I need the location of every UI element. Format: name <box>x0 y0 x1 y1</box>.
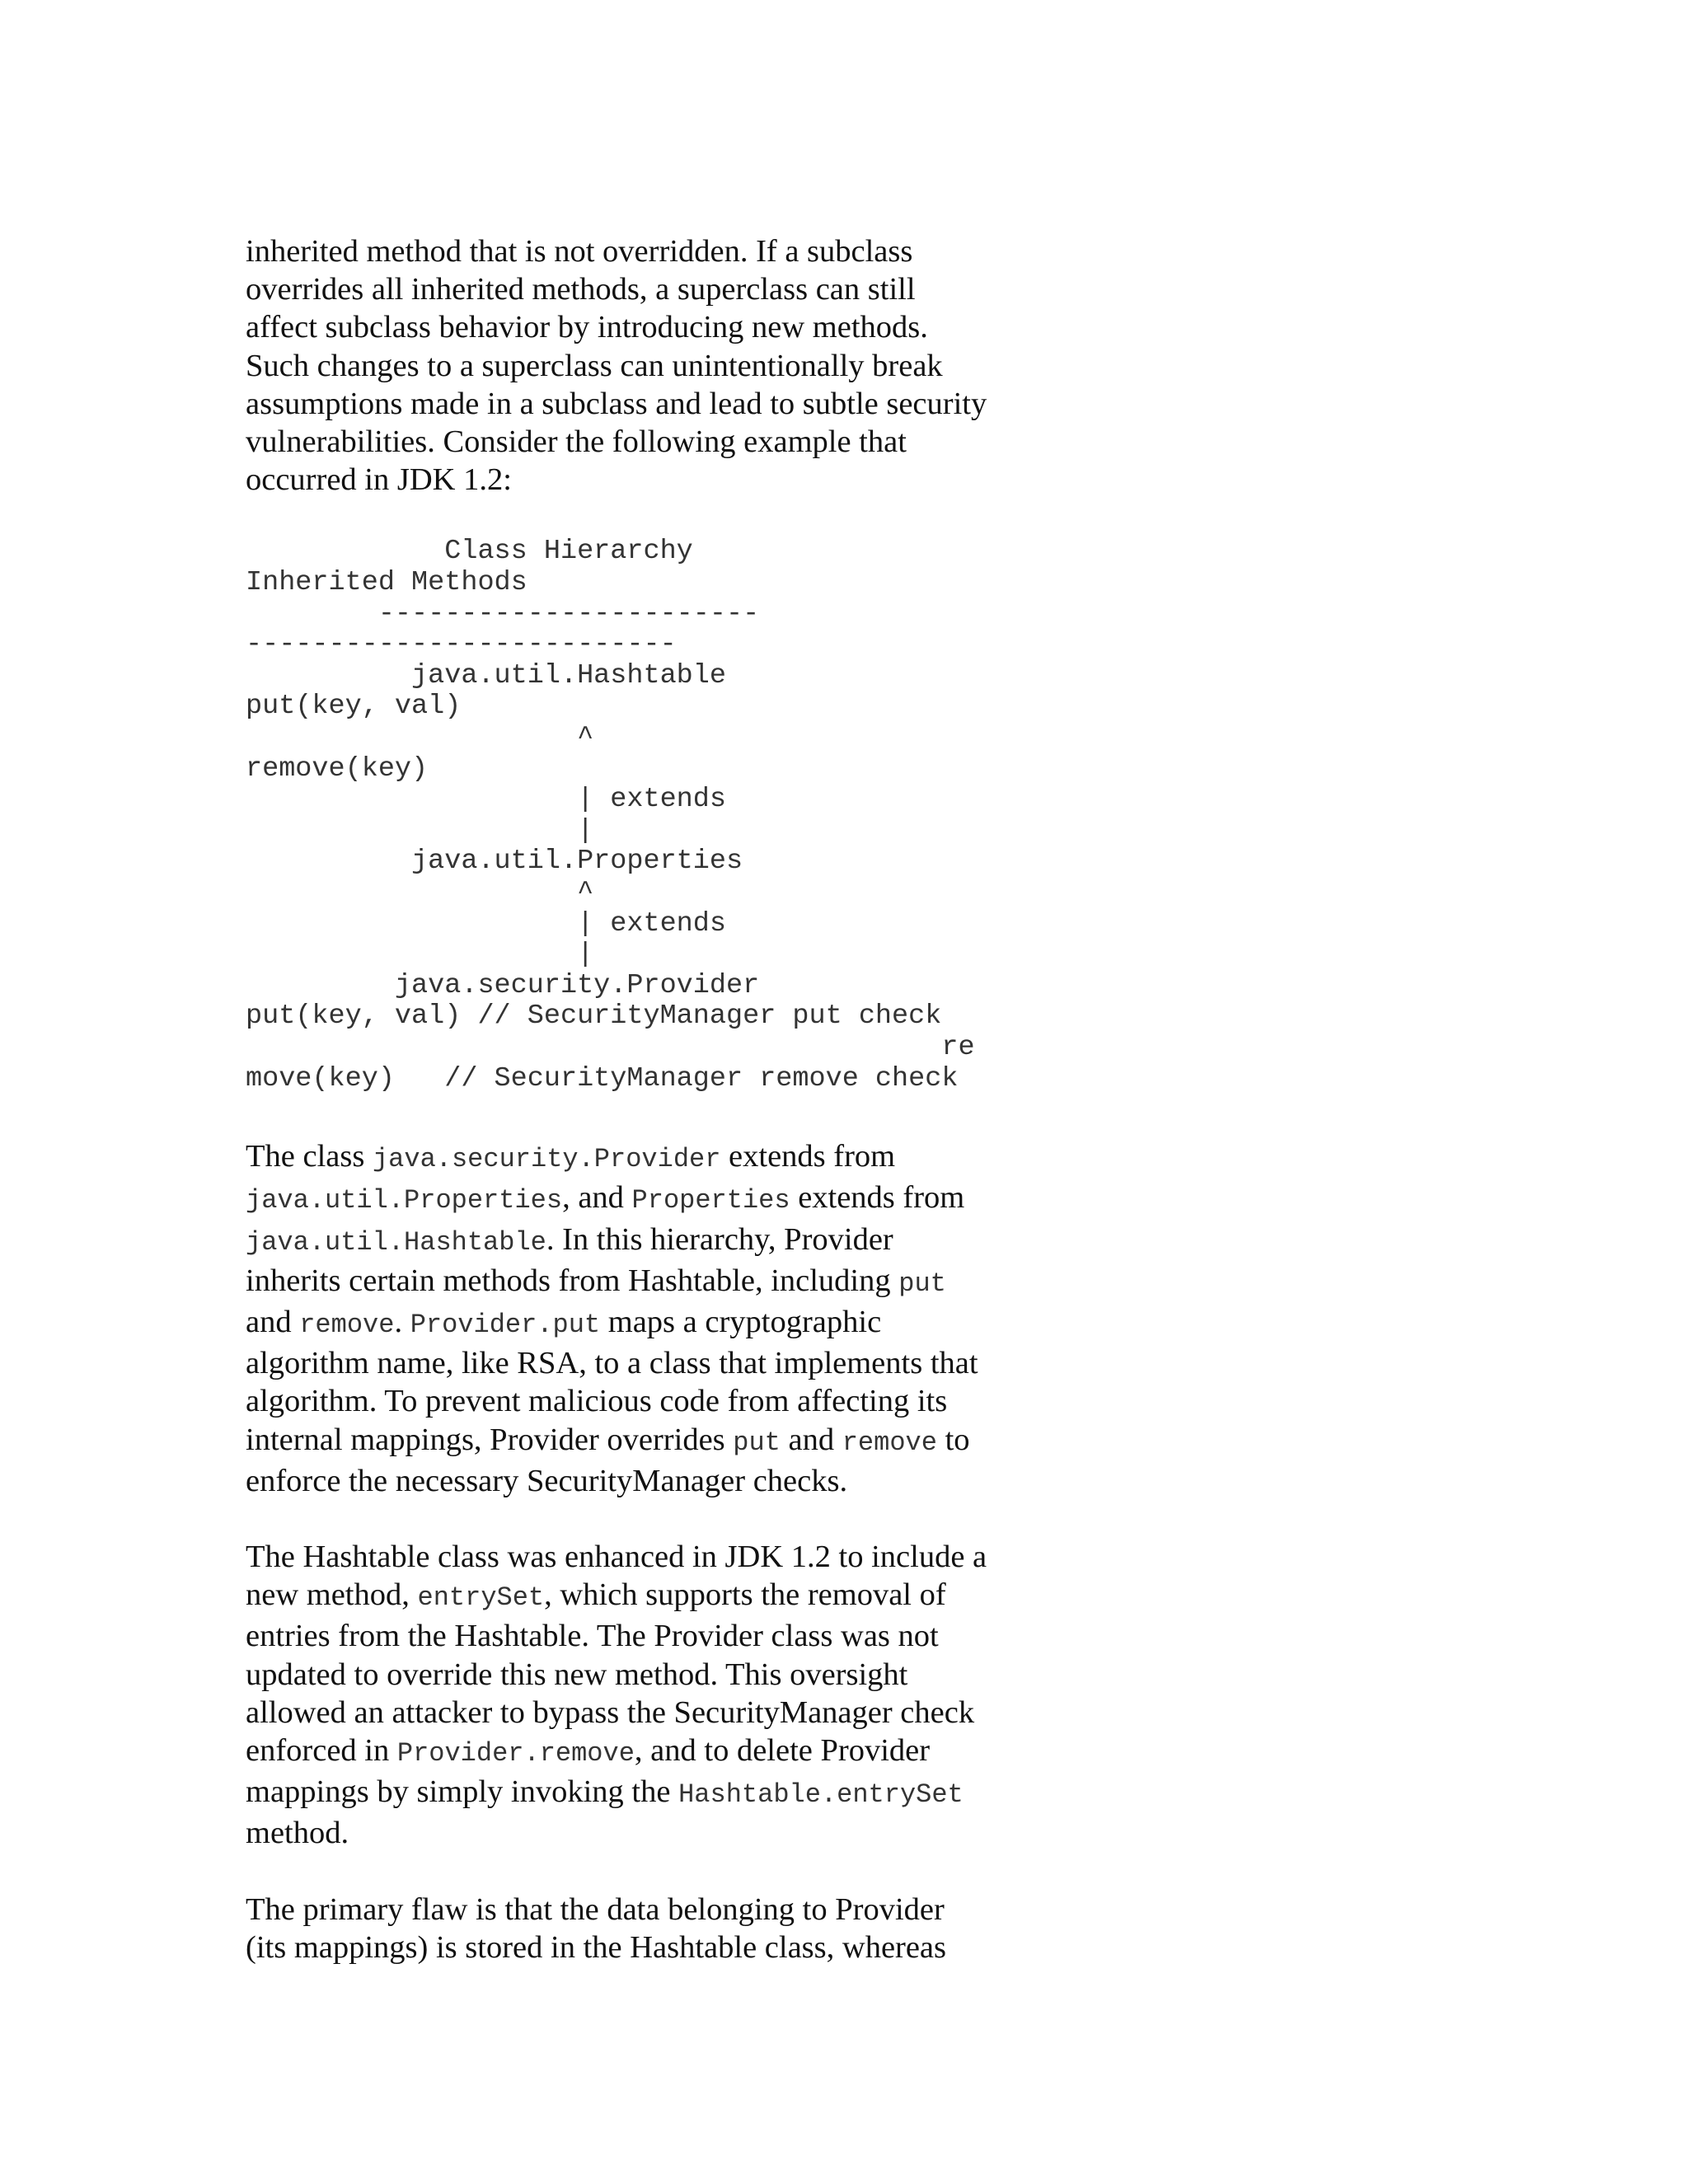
inline-code: java.util.Properties <box>246 1185 563 1216</box>
text-line: occurred in JDK 1.2: <box>246 462 512 498</box>
text-run: , and <box>562 1180 632 1216</box>
code-line: ^ <box>246 876 594 908</box>
document-page <box>246 232 1070 1966</box>
text-line: affect subclass behavior by introducing new methods. <box>246 310 928 345</box>
text-line: Such changes to a superclass can unintentionally break <box>246 348 943 383</box>
code-line: java.util.Hashtable <box>246 659 726 691</box>
text-run: and <box>780 1422 842 1457</box>
text-run: internal mappings, Provider overrides <box>246 1422 734 1457</box>
provider-paragraph <box>246 1137 1070 1500</box>
text-run: , and to delete Provider <box>634 1732 931 1768</box>
text-line <box>246 1262 1070 1303</box>
code-line: put(key, val) <box>246 691 462 723</box>
inline-code: Provider.put <box>410 1309 601 1340</box>
intro-paragraph <box>246 232 1070 499</box>
text-run: to <box>936 1422 970 1457</box>
primary-flaw-paragraph <box>246 1891 1070 1966</box>
text-run: maps a cryptographic <box>600 1304 882 1339</box>
inline-code: remove <box>299 1309 395 1340</box>
text-line: updated to override this new method. This oversight <box>246 1657 908 1692</box>
text-line <box>246 1179 1070 1220</box>
code-line: ^ <box>246 721 594 753</box>
text-run: inherits certain methods from Hashtable, including <box>246 1263 899 1298</box>
text-line: The Hashtable class was enhanced in JDK 1.2 to include a <box>246 1539 987 1574</box>
text-line: entries from the Hashtable. The Provider class was not <box>246 1619 939 1654</box>
code-line: Inherited Methods <box>246 567 528 599</box>
code-line: move(key) // SecurityManager remove check <box>246 1062 959 1094</box>
text-run: extends from <box>720 1139 896 1174</box>
inline-code: entrySet <box>417 1582 545 1614</box>
text-line: assumptions made in a subclass and lead to subtle security <box>246 386 987 421</box>
text-line: (its mappings) is stored in the Hashtable class, whereas <box>246 1929 947 1965</box>
text-line: inherited method that is not overridden. If a subclass <box>246 234 913 269</box>
text-run: , which supports the removal of <box>544 1577 946 1613</box>
text-run: . <box>394 1304 410 1339</box>
text-line: enforce the necessary SecurityManager checks. <box>246 1463 848 1498</box>
code-line: | <box>246 814 594 846</box>
text-line: overrides all inherited methods, a superclass can still <box>246 272 916 307</box>
inline-code: put <box>733 1427 781 1458</box>
text-run: . In this hierarchy, Provider <box>546 1221 893 1257</box>
text-line <box>246 1732 1070 1773</box>
code-line: | extends <box>246 907 726 940</box>
code-line: java.util.Properties <box>246 846 743 878</box>
inline-code: java.security.Provider <box>372 1144 721 1175</box>
text-line <box>246 1576 1070 1617</box>
text-line: allowed an attacker to bypass the SecurityManager check <box>246 1694 975 1730</box>
text-line: method. <box>246 1816 349 1851</box>
inline-code: remove <box>842 1427 937 1458</box>
text-line: vulnerabilities. Consider the following example that <box>246 424 907 460</box>
code-line: put(key, val) // SecurityManager put check <box>246 1001 942 1033</box>
text-line: The primary flaw is that the data belonging to Provider <box>246 1891 945 1927</box>
code-line: | <box>246 939 594 971</box>
text-line <box>246 1773 1070 1814</box>
code-line: ----------------------- <box>246 598 760 630</box>
text-line <box>246 1303 1070 1344</box>
text-run: mappings by simply invoking the <box>246 1774 679 1810</box>
hashtable-paragraph <box>246 1538 1070 1853</box>
code-line: re <box>246 1031 975 1063</box>
text-line <box>246 1137 1070 1179</box>
inline-code: Properties <box>631 1185 790 1216</box>
inline-code: put <box>898 1268 946 1299</box>
text-line: algorithm name, like RSA, to a class that implements that <box>246 1346 978 1381</box>
class-hierarchy-code-block <box>246 537 1070 1094</box>
text-run: enforced in <box>246 1732 397 1768</box>
inline-code: Hashtable.entrySet <box>678 1779 964 1811</box>
text-run: and <box>246 1304 300 1339</box>
inline-code: java.util.Hashtable <box>246 1226 546 1258</box>
code-line: Class Hierarchy <box>246 536 693 568</box>
text-line <box>246 1421 1070 1462</box>
inline-code: Provider.remove <box>396 1737 635 1769</box>
text-run: new method, <box>246 1577 418 1613</box>
code-line: -------------------------- <box>246 629 677 661</box>
code-line: | extends <box>246 784 726 816</box>
text-line: algorithm. To prevent malicious code from affecting its <box>246 1384 948 1419</box>
text-line <box>246 1221 1070 1262</box>
code-line: java.security.Provider <box>246 969 760 1001</box>
text-run: The class <box>246 1139 373 1174</box>
text-run: extends from <box>790 1180 965 1216</box>
code-line: remove(key) <box>246 752 429 785</box>
